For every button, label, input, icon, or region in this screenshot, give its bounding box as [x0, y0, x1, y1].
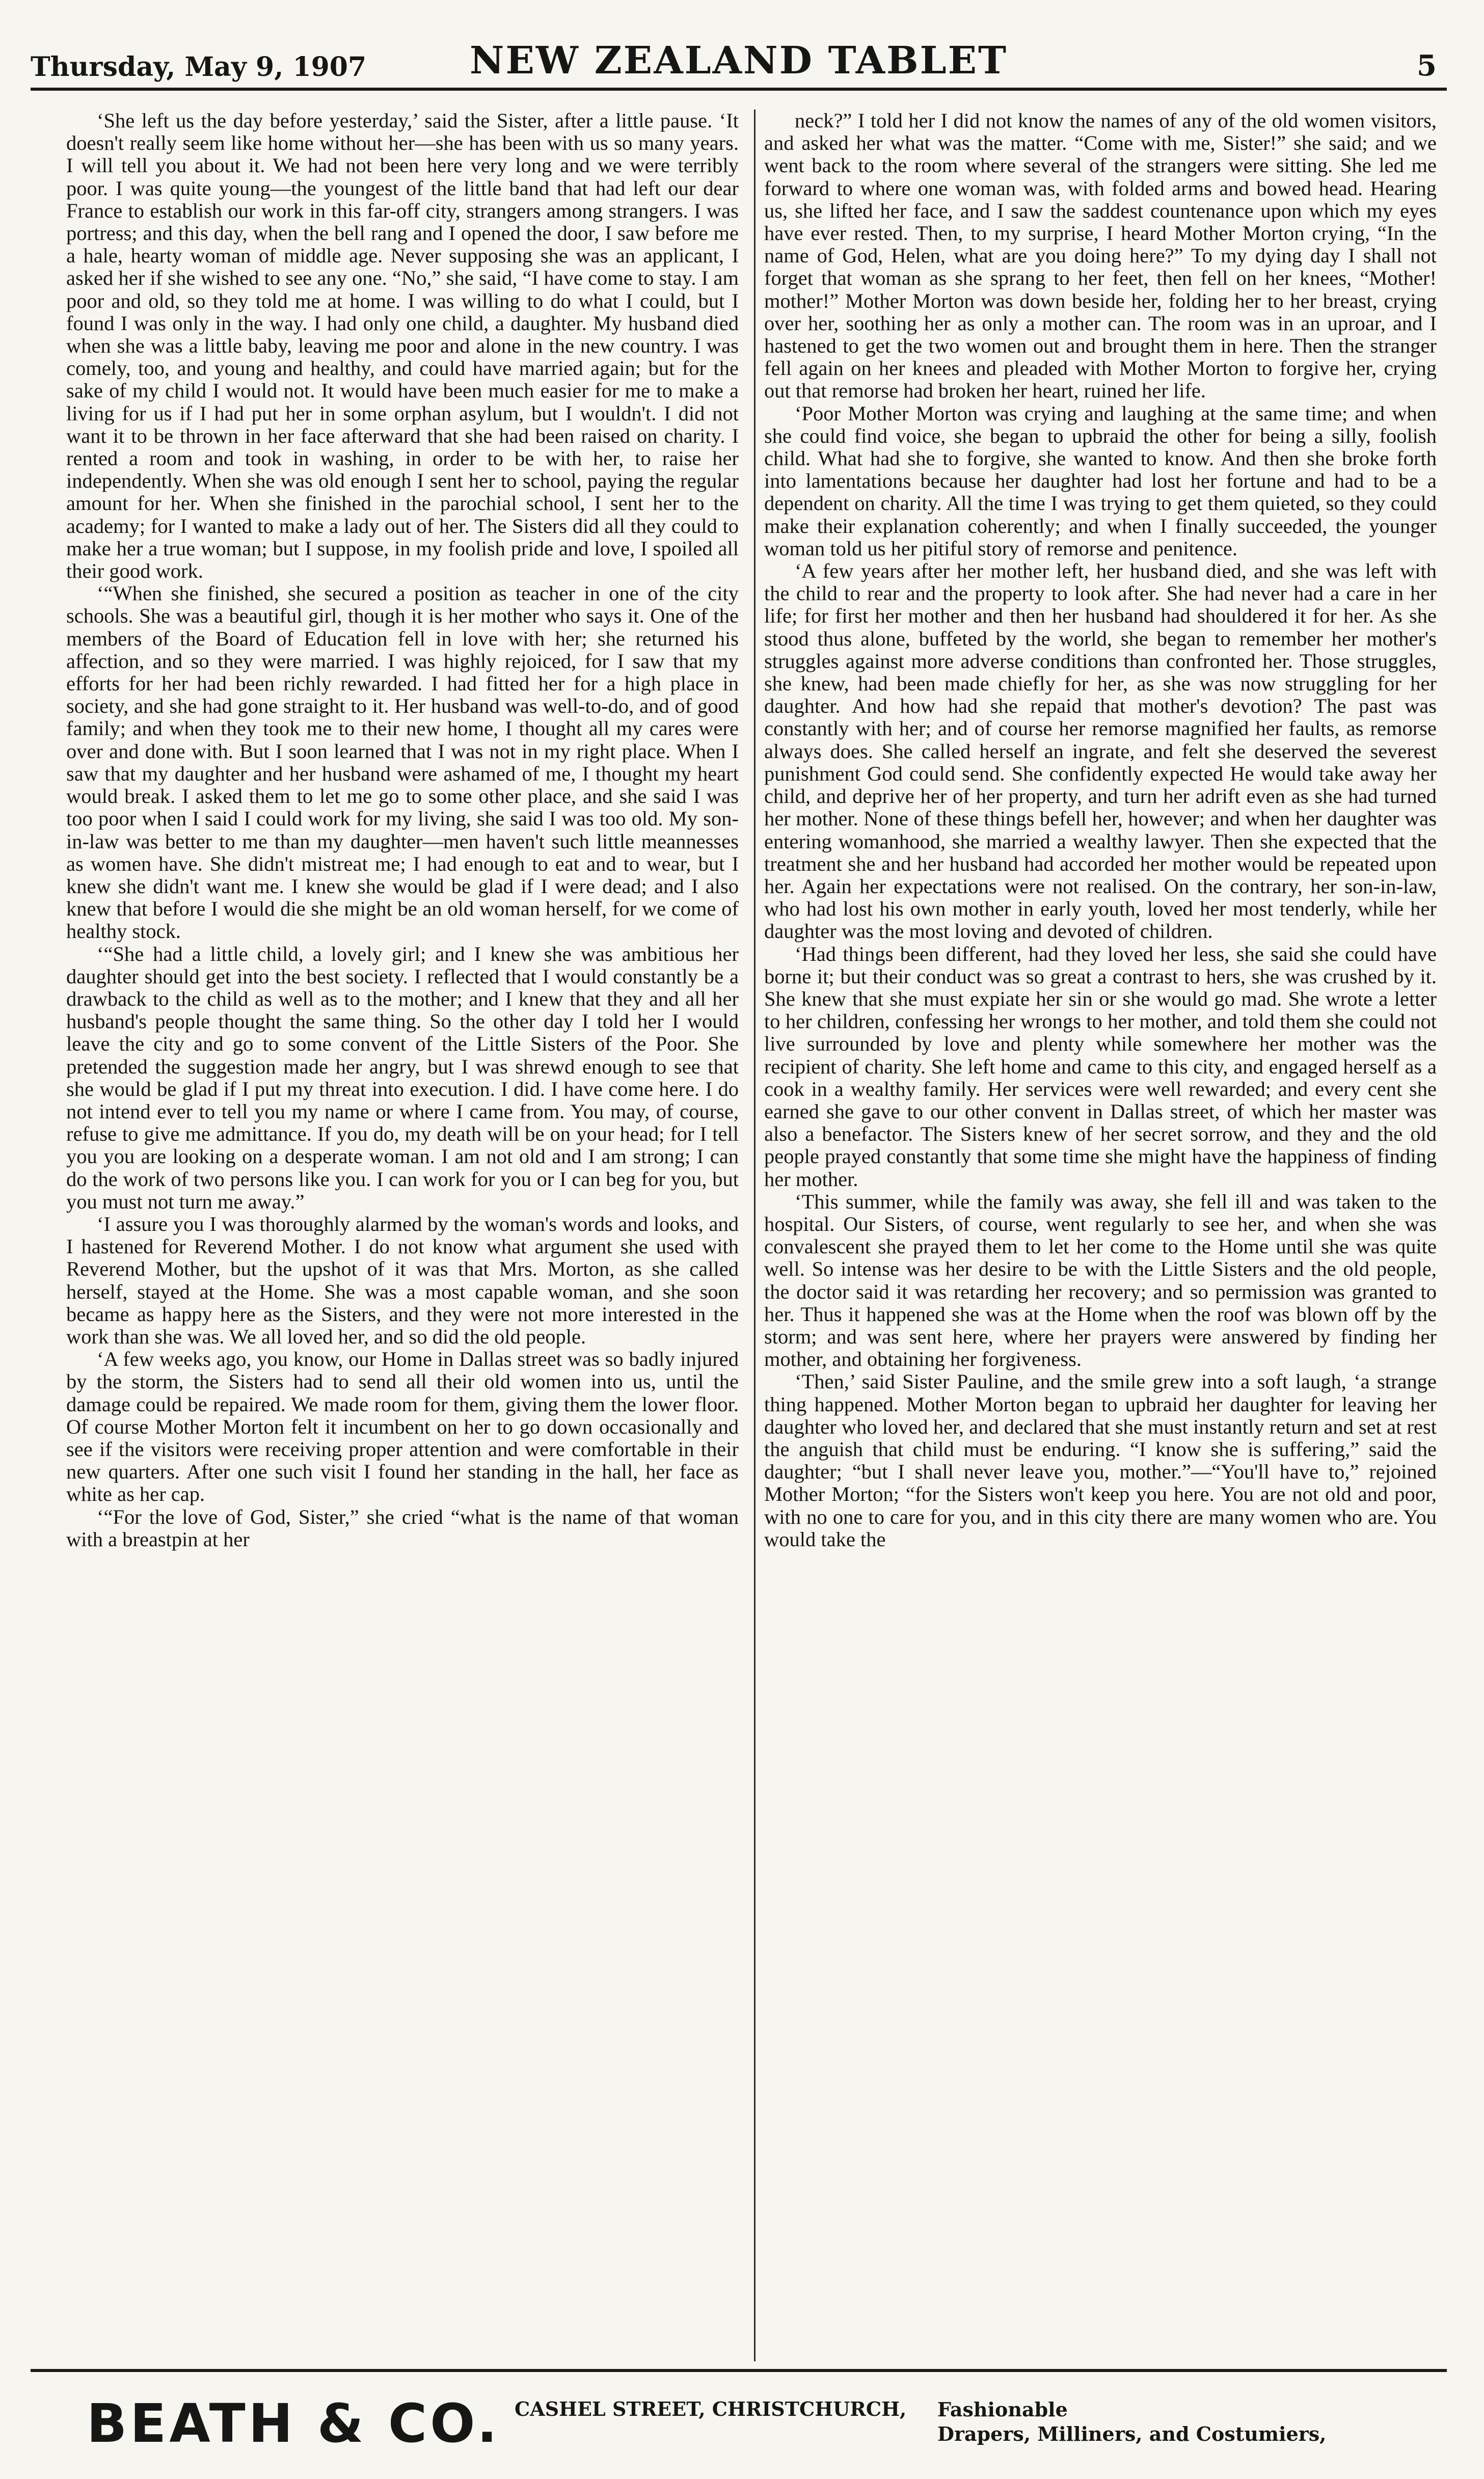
paragraph: ‘A few weeks ago, you know, our Home in Dallas street was so badly injured by the storm, the Sisters had to send all their old women into us, until the damage could be repaired. We made room for them, giving them the lower floor. Of course Mother Morton felt it incumbent on her to go down occasionally and see if the visitors were receiving proper attention and were comfortable in their new quarters. After one such visit I found her standing in the hall, her face as white as her cap.: [66, 1348, 739, 1506]
page-number: 5: [1417, 49, 1437, 83]
masthead: [31, 39, 1447, 91]
newspaper-title: NEW ZEALAND TABLET: [469, 39, 1008, 83]
advertisement-footer: [31, 2369, 1447, 2474]
advertiser-name: BEATH & CO.: [87, 2392, 500, 2455]
article-body: [31, 110, 1447, 2361]
advertiser-trade: [937, 2397, 1396, 2446]
paragraph: ‘I assure you I was thoroughly alarmed by the woman's words and looks, and I hastened for Reverend Mother. I do not know what argument she used with Reverend Mother, but the upshot of it was that Mrs. Morton, as she called herself, stayed at the Home. She was a most capable woman, and she soon became as happy here as the Sisters, and they were not more interested in the work than she was. We all loved her, and so did the old people.: [66, 1212, 739, 1348]
paragraph: ‘Then,’ said Sister Pauline, and the smile grew into a soft laugh, ‘a strange thing happened. Mother Morton began to upbraid her daughter for leaving her daughter who loved her, and declared that she must instantly return and set at rest the anguish that child must be enduring. “I know she is suffering,” said the daughter; “but I shall never leave you, mother.”—“You'll have to,” rejoined Mother Morton; “for the Sisters won't keep you here. You are not old and poor, with no one to care for you, and in this city there are many women who are. You would take the: [764, 1370, 1437, 1551]
paragraph: ‘She left us the day before yesterday,’ said the Sister, after a little pause. ‘It doesn't really seem like home without her—she has been with us so many years. I will tell you about it. We had not been here very long and we were terribly poor. I was quite young—the youngest of the little band that had left our dear France to establish our work in this far-off city, strangers among strangers. I was portress; and this day, when the bell rang and I opened the door, I saw before me a hale, hearty woman of middle age. Never supposing she was an applicant, I asked her if she wished to see any one. “No,” she said, “I have come to stay. I am poor and old, so they told me at home. I was willing to do what I could, but I found I was only in the way. I had only one child, a daughter. My husband died when she was a little baby, leaving me poor and alone in the new country. I was comely, too, and young and healthy, and could have married again; but for the sake of my child I would not. It would have been much easier for me to make a living for us if I had put her in some orphan asylum, but I wouldn't. I did not want it to be thrown in her face afterward that she had been raised on charity. I rented a room and took in washing, in order to be with her, to raise her independently. When she was old enough I sent her to school, paying the regular amount for her. When she finished in the parochial school, I sent her to the academy; for I wanted to make a lady out of her. The Sisters did all they could to make her a true woman; but I suppose, in my foolish pride and love, I spoiled all their good work.: [66, 110, 739, 583]
advertiser-address: CASHEL STREET, CHRISTCHURCH,: [515, 2397, 907, 2420]
trade-line: Fashionable: [937, 2398, 1068, 2421]
paragraph: ‘“She had a little child, a lovely girl; and I knew she was ambitious her daughter should get into the best society. I reflected that I would constantly be a drawback to the child as well as to the mother; and I knew that they and all her husband's people thought the same thing. So the other day I told her I would leave the city and go to some convent of the Little Sisters of the Poor. She pretended the suggestion made her angry, but I was shrewd enough to see that she would be glad if I put my threat into execution. I did. I have come here. I do not intend ever to tell you my name or where I came from. You may, of course, refuse to give me admittance. If you do, my death will be on your head; for I tell you you are looking on a desperate woman. I am not old and I am strong; I can do the work of two persons like you. I can work for you or I can beg for you, but you must not turn me away.”: [66, 942, 739, 1213]
trade-line: Drapers, Milliners, and Costumiers,: [937, 2422, 1327, 2445]
paragraph: ‘This summer, while the family was away, she fell ill and was taken to the hospital. Our Sisters, of course, went regularly to see her, and when she was convalescent she prayed them to let her come to the Home until she was quite well. So intense was her desire to be with the Little Sisters and the old people, the doctor said it was retarding her recovery; and so permission was granted to her. Thus it happened she was at the Home when the roof was blown off by the storm; and was sent here, where her prayers were answered by finding her mother, and obtaining her forgiveness.: [764, 1190, 1437, 1371]
column-right: [764, 110, 1437, 2361]
paragraph: ‘A few years after her mother left, her husband died, and she was left with the child to rear and the property to look after. She had never had a care in her life; for first her mother and then her husband had shouldered it for her. As she stood thus alone, buffeted by the world, she began to remember her mother's struggles against more adverse conditions than confronted her. Those struggles, she knew, had been made chiefly for her, as she was now struggling for her daughter. And how had she repaid that mother's devotion? The past was constantly with her; and of course her remorse magnified her faults, as remorse always does. She called herself an ingrate, and felt she deserved the severest punishment God could send. She confidently expected He would take away her child, and deprive her of her property, and turn her adrift even as she had turned her mother. None of these things befell her, however; and when her daughter was entering womanhood, she married a wealthy lawyer. Then she expected that the treatment she and her husband had accorded her mother would be repeated upon her. Again her expectations were not realised. On the contrary, her son-in-law, who had lost his own mother in early youth, loved her most tenderly, while her daughter was the most loving and devoted of children.: [764, 559, 1437, 943]
issue-date: Thursday, May 9, 1907: [31, 51, 367, 83]
paragraph: ‘“When she finished, she secured a position as teacher in one of the city schools. She was a beautiful girl, though it is her mother who says it. One of the members of the Board of Education fell in love with her; she returned his affection, and so they were married. I was highly rejoiced, for I saw that my efforts for her had been richly rewarded. I had fitted her for a high place in society, and she had gone straight to it. Her husband was well-to-do, and of good family; and when they took me to their new home, I thought all my cares were over and done with. But I soon learned that I was not in my right place. When I saw that my daughter and her husband were ashamed of me, I thought my heart would break. I asked them to let me go to some other place, and she said I was too poor when I said I could work for my living, she said I was too old. My son-in-law was better to me than my daughter—men haven't such little meannesses as women have. She didn't mistreat me; I had enough to eat and to wear, but I knew she didn't want me. I knew she would be glad if I were dead; and I also knew that before I would die she might be an old woman herself, for we come of healthy stock.: [66, 582, 739, 943]
column-divider: [754, 110, 756, 2361]
paragraph: ‘Poor Mother Morton was crying and laughing at the same time; and when she could find voice, she began to upbraid the other for being a silly, foolish child. What had she to forgive, she wanted to know. And then she broke forth into lamentations because her daughter had lost her fortune and had to be a dependent on charity. All the time I was trying to get them quieted, so they could make their explanation coherently; and when I finally succeeded, the younger woman told us her pitiful story of remorse and penitence.: [764, 401, 1437, 560]
paragraph: neck?” I told her I did not know the names of any of the old women visitors, and asked her what was the matter. “Come with me, Sister!” she said; and we went back to the room where several of the strangers were sitting. She led me forward to where one woman was, with folded arms and bowed head. Hearing us, she lifted her face, and I saw the saddest countenance upon which my eyes have ever rested. Then, to my surprise, I heard Mother Morton crying, “In the name of God, Helen, what are you doing here?” To my dying day I shall not forget that woman as she sprang to her feet, then fell on her knees, “Mother! mother!” Mother Morton was down beside her, folding her to her breast, crying over her, soothing her as only a mother can. The room was in an uproar, and I hastened to get the two women out and brought them in here. Then the stranger fell again on her knees and pleaded with Mother Morton to forgive her, crying out that remorse had broken her heart, ruined her life.: [764, 110, 1437, 402]
column-left: [66, 110, 739, 2361]
paragraph: ‘“For the love of God, Sister,” she cried “what is the name of that woman with a breastpin at her: [66, 1505, 739, 1551]
paragraph: ‘Had things been different, had they loved her less, she said she could have borne it; but their conduct was so great a contrast to hers, she was crushed by it. She knew that she must expiate her sin or she would go mad. She wrote a letter to her children, confessing her wrongs to her mother, and told them she could not live surrounded by love and plenty while somewhere her mother was the recipient of charity. She left home and came to this city, and engaged herself as a cook in a wealthy family. Her services were well rewarded; and every cent she earned she gave to our other convent in Dallas street, of which her master was also a benefactor. The Sisters knew of her secret sorrow, and they and the old people prayed constantly that some time she might have the happiness of finding her mother.: [764, 942, 1437, 1191]
